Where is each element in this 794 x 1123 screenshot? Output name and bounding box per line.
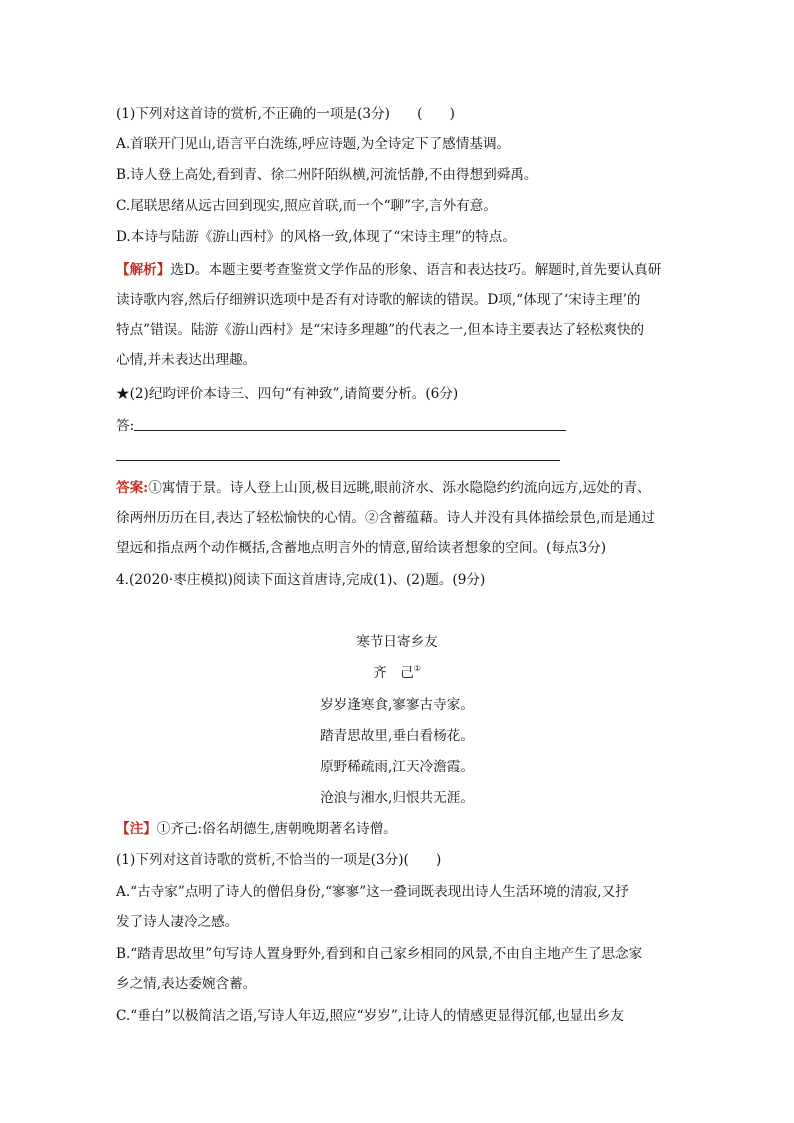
- q4-option-c-line-1: C.“垂白”以极简洁之语,写诗人年迈,照应“岁岁”,让诗人的情感更显得沉郁,也显出乡友: [116, 1008, 624, 1024]
- answer-blank-line-1: [134, 430, 566, 431]
- q4-option-a-line-1: A.“古寺家”点明了诗人的僧侣身份,“寥寥”这一叠词既表现出诗人生活环境的清寂,又抒: [116, 884, 629, 900]
- answer-prefix: 答:: [116, 418, 135, 434]
- analysis-label: 【解析】: [116, 262, 171, 278]
- poem-line-3: 原野稀疏雨,江天冷澹霞。: [320, 759, 474, 775]
- note: 【注】①齐己:俗名胡德生,唐朝晚期著名诗僧。: [116, 821, 397, 837]
- answer-line-2: 徐两州历历在目,表达了轻松愉快的心情。②含蓄蕴藉。诗人并没有具体描绘景色,而是通过: [116, 510, 655, 526]
- question-4-1-stem: (1)下列对这首诗歌的赏析,不恰当的一项是(3分)( ): [116, 852, 442, 868]
- note-label: 【注】: [116, 821, 157, 837]
- question-2-stem: ★(2)纪昀评价本诗三、四句“有神致”,请简要分析。(6分): [116, 386, 459, 402]
- q4-option-b-line-2: 乡之情,表达委婉含蓄。: [116, 976, 257, 992]
- analysis-line-3: 特点”错误。陆游《游山西村》是“宋诗多理趣”的代表之一,但本诗主要表达了轻松爽快的: [116, 322, 645, 338]
- poem-line-1: 岁岁逢寒食,寥寥古寺家。: [320, 697, 474, 713]
- q4-option-b-line-1: B.“踏青思故里”句写诗人置身野外,看到和自己家乡相同的风景,不由自主地产生了思念家: [116, 946, 643, 962]
- option-a: A.首联开门见山,语言平白洗练,呼应诗题,为全诗定下了感情基调。: [116, 136, 511, 152]
- poem-line-2: 踏青思故里,垂白看杨花。: [320, 728, 474, 744]
- poem-title: 寒节日寄乡友: [356, 634, 438, 650]
- question-4-intro: 4.(2020·枣庄模拟)阅读下面这首唐诗,完成(1)、(2)题。(9分): [116, 572, 486, 588]
- answer-blank-line-2: [116, 460, 560, 461]
- question-1-stem: (1)下列对这首诗的赏析,不正确的一项是(3分) ( ): [116, 106, 455, 122]
- option-b: B.诗人登上高处,看到青、徐二州阡陌纵横,河流恬静,不由得想到舜禹。: [116, 167, 538, 183]
- analysis-line-4: 心情,并未表达出理趣。: [116, 352, 257, 368]
- footnote-mark: ①: [413, 664, 421, 673]
- answer-line-1: 答案:①寓情于景。诗人登上山顶,极目远眺,眼前济水、泺水隐隐约约流向远方,远处的青、: [116, 480, 651, 496]
- analysis-line-2: 读诗歌内容,然后仔细辨识选项中是否有对诗歌的解读的错误。D项,“体现了‘宋诗主理’的: [116, 292, 641, 308]
- poem-author: 齐 己①: [373, 664, 421, 681]
- poem-line-4: 沧浪与湘水,归恨共无涯。: [320, 790, 474, 806]
- q4-option-a-line-2: 发了诗人凄冷之感。: [116, 914, 239, 930]
- option-c: C.尾联思绪从远古回到现实,照应首联,而一个“聊”字,言外有意。: [116, 198, 497, 214]
- analysis-line-1: 【解析】选D。本题主要考查鉴赏文学作品的形象、语言和表达技巧。解题时,首先要认真研: [116, 262, 662, 278]
- answer-label: 答案:: [116, 480, 149, 496]
- answer-line-3: 望远和指点两个动作概括,含蓄地点明言外的情意,留给读者想象的空间。(每点3分): [116, 540, 607, 556]
- star-icon: ★: [116, 386, 130, 402]
- option-d: D.本诗与陆游《游山西村》的风格一致,体现了“宋诗主理”的特点。: [116, 229, 516, 245]
